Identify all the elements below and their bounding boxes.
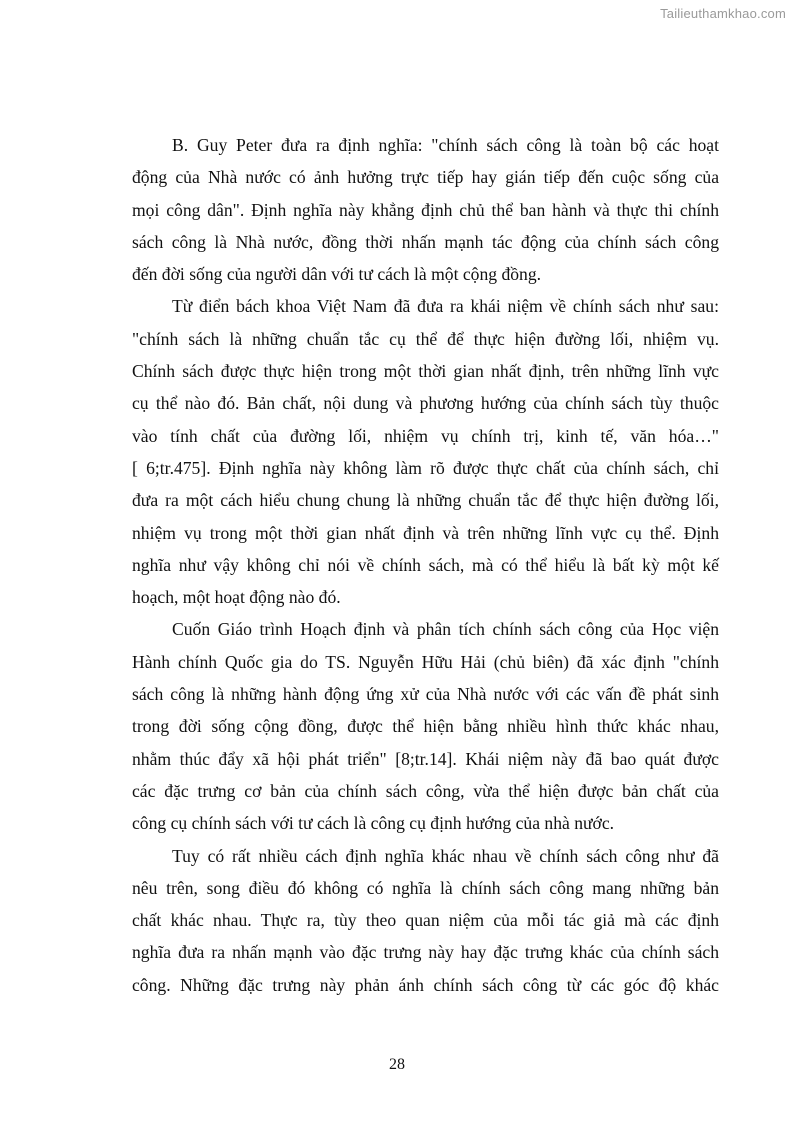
text-line: cụ thể nào đó. Bản chất, nội dung và phương hướng của chính sách tùy thuộc — [132, 393, 719, 414]
text-line: công cụ chính sách với tư cách là công cụ định hướng của nhà nước. — [132, 813, 615, 834]
text-line: trong đời sống cộng đồng, được thể hiện bằng nhiều hình thức khác nhau, — [132, 716, 719, 737]
text-line: nhiệm vụ trong một thời gian nhất định và trên những lĩnh vực cụ thể. Định — [132, 522, 719, 543]
watermark: Tailieuthamkhao.com — [660, 6, 786, 21]
paragraph-4 — [132, 840, 719, 1001]
paragraph-3 — [132, 613, 719, 839]
text-line: hoạch, một hoạt động nào đó. — [132, 587, 341, 608]
text-line: sách công là Nhà nước, đồng thời nhấn mạnh tác động của chính sách công — [132, 231, 719, 252]
text-line: động của Nhà nước có ảnh hưởng trực tiếp hay gián tiếp đến cuộc sống của — [132, 167, 719, 188]
text-line: Chính sách được thực hiện trong một thời gian nhất định, trên những lĩnh vực — [132, 361, 719, 382]
text-line: công. Những đặc trưng này phản ánh chính sách công từ các góc độ khác — [132, 974, 719, 995]
text-line: B. Guy Peter đưa ra định nghĩa: "chính sách công là toàn bộ các hoạt — [172, 135, 719, 155]
text-line: "chính sách là những chuẩn tắc cụ thể để thực hiện đường lối, nhiệm vụ. — [132, 328, 719, 349]
text-line: đến đời sống của người dân với tư cách là một cộng đồng. — [132, 264, 542, 285]
text-line: sách công là những hành động ứng xử của Nhà nước với các vấn đề phát sinh — [132, 684, 719, 705]
page-number: 28 — [389, 1056, 405, 1073]
text-line: vào tính chất của đường lối, nhiệm vụ chính trị, kinh tế, văn hóa…" — [132, 425, 719, 446]
paragraph-1 — [132, 129, 719, 290]
text-line: nghĩa đưa ra nhấn mạnh vào đặc trưng này hay đặc trưng khác của chính sách — [132, 942, 719, 963]
text-line: Hành chính Quốc gia do TS. Nguyễn Hữu Hải (chủ biên) đã xác định "chính — [132, 651, 719, 672]
document-body — [132, 129, 719, 1001]
text-line: chất khác nhau. Thực ra, tùy theo quan niệm của mỗi tác giả mà các định — [132, 910, 719, 931]
text-line: các đặc trưng cơ bản của chính sách công, vừa thể hiện được bản chất của — [132, 780, 719, 801]
text-line: nhằm thúc đẩy xã hội phát triển" [8;tr.14]. Khái niệm này đã bao quát được — [132, 748, 719, 769]
text-line: Từ điển bách khoa Việt Nam đã đưa ra khái niệm về chính sách như sau: — [172, 296, 719, 317]
text-line: [ 6;tr.475]. Định nghĩa này không làm rõ được thực chất của chính sách, chỉ — [132, 457, 719, 478]
text-line: mọi công dân". Định nghĩa này khẳng định chủ thể ban hành và thực thi chính — [132, 199, 719, 220]
text-line: nêu trên, song điều đó không có nghĩa là chính sách công mang những bản — [132, 877, 719, 898]
paragraph-2 — [132, 290, 719, 613]
text-line: Cuốn Giáo trình Hoạch định và phân tích chính sách công của Học viện — [172, 619, 719, 640]
text-line: nghĩa như vậy không chỉ nói về chính sách, mà có thể hiểu là bất kỳ một kế — [132, 554, 719, 575]
text-line: Tuy có rất nhiều cách định nghĩa khác nhau về chính sách công như đã — [172, 845, 719, 866]
text-line: đưa ra một cách hiểu chung chung là những chuẩn tắc để thực hiện đường lối, — [132, 490, 719, 511]
